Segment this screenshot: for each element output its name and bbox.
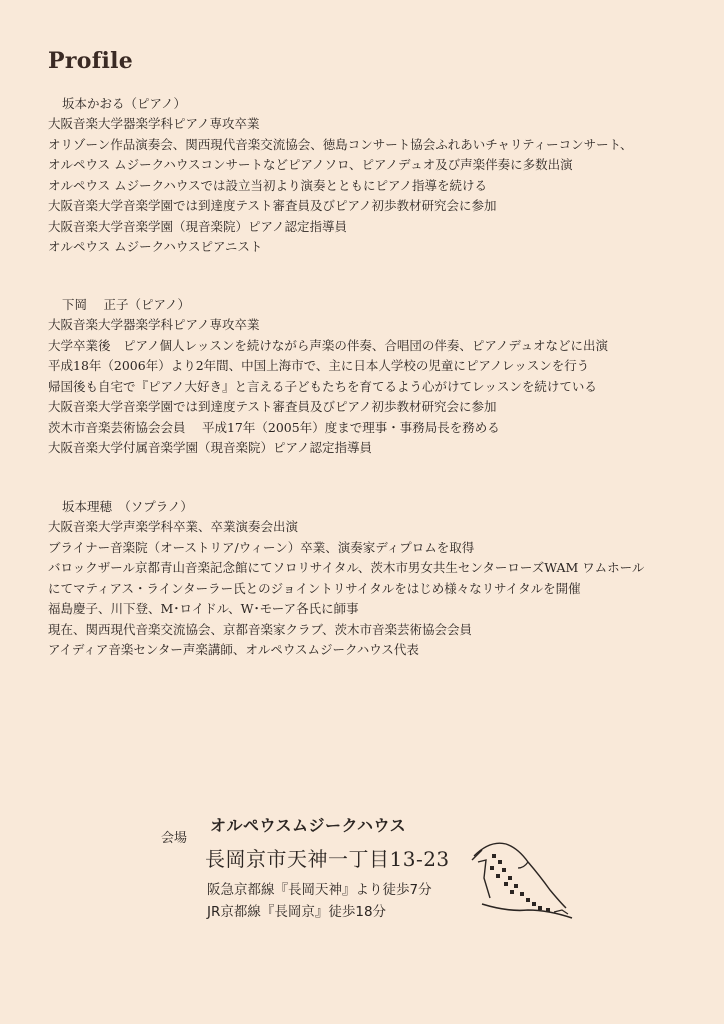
venue-name: オルペウスムジークハウス xyxy=(210,816,407,835)
piano-house-logo-icon xyxy=(468,838,574,924)
profile-line: 大阪音楽大学音楽学園（現音楽院）ピアノ認定指導員 xyxy=(48,218,348,234)
profile-line: オルペウス ムジークハウスでは設立当初より演奏とともにピアノ指導を続ける xyxy=(48,177,487,193)
profile-sakamoto-riho xyxy=(48,497,698,661)
profile-line: 大学卒業後 ピアノ個人レッスンを続けながら声楽の伴奏、合唱団の伴奏、ピアノデュオなどに出演 xyxy=(48,337,609,353)
profile-line: にてマティアス・ラインターラー氏とのジョイントリサイタルをはじめ様々なリサイタルを開催 xyxy=(48,580,581,596)
profile-line: 平成18年（2006年）より2年間、中国上海市で、主に日本人学校の児童にピアノレッスンを行う xyxy=(48,358,590,373)
profile-sakamoto-kaoru xyxy=(48,94,698,258)
profile-name: 坂本かおる（ピアノ） xyxy=(62,96,187,111)
profile-line: 福島慶子、川下登、M･ロイドル、W･モーア各氏に師事 xyxy=(48,601,359,616)
profile-line: オリゾーン作品演奏会、関西現代音楽交流協会、徳島コンサート協会ふれあいチャリティーコンサート、 xyxy=(48,136,633,152)
profile-line: ブライナー音楽院（オーストリア/ウィーン）卒業、演奏家ディプロムを取得 xyxy=(48,539,475,555)
access-hankyu: 阪急京都線『長岡天神』より徒歩7分 xyxy=(207,882,432,898)
profile-line: 大阪音楽大学器楽学科ピアノ専攻卒業 xyxy=(48,317,260,332)
venue-address: 長岡京市天神一丁目13-23 xyxy=(205,847,450,871)
venue-label: 会場 xyxy=(161,831,188,846)
profile-line: 大阪音楽大学音楽学園では到達度テスト審査員及びピアノ初歩教材研究会に参加 xyxy=(48,198,497,213)
profile-line: 現在、関西現代音楽交流協会、京都音楽家クラブ、茨木市音楽芸術協会会員 xyxy=(48,621,473,637)
profile-line: バロックザール京都青山音楽記念館にてソロリサイタル、茨木市男女共生センターローズWAM ワムホール xyxy=(48,560,645,575)
page-title: Profile xyxy=(48,48,134,74)
profile-line: 茨木市音楽芸術協会会員 平成17年（2005年）度まで理事・事務局長を務める xyxy=(48,419,500,435)
profile-name: 坂本理穂 （ソプラノ） xyxy=(62,499,193,514)
profile-shimooka-masako xyxy=(48,295,698,459)
profile-line: 帰国後も自宅で『ピアノ大好き』と言える子どもたちを育てるよう心がけてレッスンを続けている xyxy=(48,378,597,394)
profile-line: オルペウス ムジークハウスピアニスト xyxy=(48,239,263,254)
profile-line: 大阪音楽大学声楽学科卒業、卒業演奏会出演 xyxy=(48,519,299,534)
profile-line: オルペウス ムジークハウスコンサートなどピアノソロ、ピアノデュオ及び声楽伴奏に多数出演 xyxy=(48,157,573,172)
profile-line: 大阪音楽大学付属音楽学園（現音楽院）ピアノ認定指導員 xyxy=(48,440,373,455)
profile-line: アイディア音楽センター声楽講師、オルペウスムジークハウス代表 xyxy=(48,642,419,657)
profile-line: 大阪音楽大学器楽学科ピアノ専攻卒業 xyxy=(48,116,260,131)
access-jr: JR京都線『長岡京』徒歩18分 xyxy=(207,904,387,920)
profile-line: 大阪音楽大学音楽学園では到達度テスト審査員及びピアノ初歩教材研究会に参加 xyxy=(48,399,497,414)
profile-name: 下岡 正子（ピアノ） xyxy=(62,297,190,312)
